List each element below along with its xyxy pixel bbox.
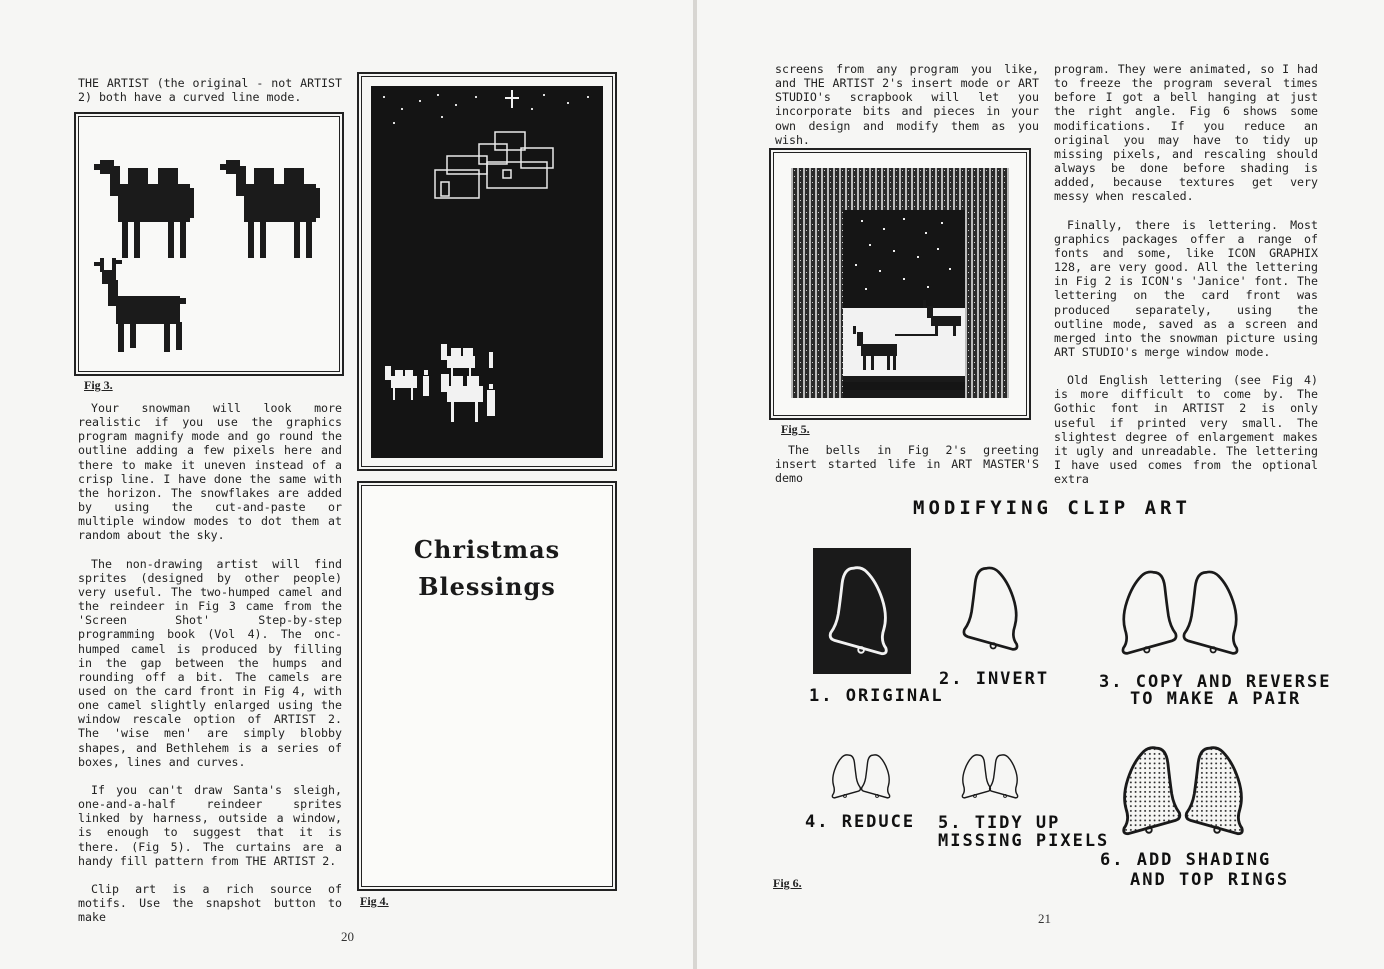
left-body-text	[78, 401, 342, 938]
bell-original-icon	[825, 562, 901, 658]
right-page	[697, 0, 1384, 969]
paragraph: Clip art is a rich source of motifs. Use the snapshot button to make	[78, 881, 342, 925]
fig5-caption: Fig 5.	[781, 422, 810, 436]
paragraph: If you can't draw Santa's sleigh, one-and-a-half reindeer sprites linked by harness, outside a window, is enough to suggest that it is there. (Fig 5). The curtains are a handy fill pattern from THE ARTIST 2.	[78, 782, 342, 868]
step-6-sublabel: AND TOP RINGS	[1130, 870, 1290, 890]
bell-tidy-right-icon	[987, 752, 1025, 800]
fig4-card-back-frame	[357, 72, 617, 471]
bell-right-icon	[1179, 566, 1251, 658]
paragraph: Finally, there is lettering. Most graphics packages offer a range of fonts and some, like ICON GRAPHIX 128, are very good. All the lettering in Fig 2 is ICON's 'Janice' font. The lettering on the card front was produced separately, using the outline mode, saved as a screen and merged into the snowman picture using ART STUDIO's merge window mode.	[1054, 217, 1318, 359]
paragraph: Your snowman will look more realistic if you use the graphics program magnify mode and go round the outline adding a few pixels here and there to make it uneven instead of a crisp line. I have done the same with the horizon. The snowflakes are added by using the cut-and-paste or multiple window modes to dot them at random about the sky.	[78, 401, 342, 543]
nativity-scene-illustration	[371, 86, 603, 458]
paragraph: program. They were animated, so I had to freeze the program several times before I got a bell hanging at just the right angle. Fig 6 shows some modifications. If you reduce an original you may have to tidy up missing pixels, and rescaling should always be done before shading is added, because textures get very messy when rescaled.	[1054, 62, 1318, 204]
paragraph: screens from any program you like, and THE ARTIST 2's insert mode or ART STUDIO's scrapbook will let you incorporate bits and pieces in your own design and modify them as you wish.	[775, 62, 1039, 147]
intro-paragraph: THE ARTIST (the original - not ARTIST 2) both have a curved line mode.	[78, 76, 342, 105]
card-line-blessings: Blessings	[418, 572, 556, 601]
bell-reduced-right-icon	[859, 752, 897, 800]
step-3-label: 3. COPY AND REVERSE	[1099, 672, 1332, 692]
camels-reindeer-illustration	[90, 130, 330, 360]
right-col2-text	[1054, 62, 1318, 500]
step-6-label: 6. ADD SHADING	[1100, 850, 1272, 870]
page-number-right: 21	[1038, 911, 1051, 926]
card-greeting	[359, 531, 615, 605]
left-curtain	[791, 168, 843, 398]
bell-inverted-icon	[959, 562, 1031, 654]
right-curtain	[965, 168, 1009, 398]
bell-reduced-left-icon	[825, 752, 863, 800]
camel-icon	[220, 160, 320, 258]
paragraph: The non-drawing artist will find sprites (designed by other people) very useful. The two-humped camel and the reindeer in Fig 3 came from the 'Screen Shot' Step-by-step programming book (Vol 4). The onc-humped camel is produced by filling in the gap between the humps and rounding off a bit. The camels are used on the card front in Fig 4, with one camel slightly enlarged using the window rescale option of ARTIST 2. The 'wise men' are simply blobby shapes, and Bethlehem is a series of boxes, lines and curves.	[78, 556, 342, 769]
window-sleigh-illustration	[791, 168, 1009, 398]
fig6-caption: Fig 6.	[773, 876, 802, 890]
fig5-frame	[769, 148, 1031, 420]
step-5-sublabel: MISSING PIXELS	[938, 831, 1110, 851]
page-number-left: 20	[341, 929, 354, 944]
reindeer-icon	[94, 258, 186, 352]
fig3-caption: Fig 3.	[84, 378, 113, 392]
card-line-christmas: Christmas	[413, 535, 561, 564]
bell-inverted-box	[813, 548, 911, 674]
paragraph: Old English lettering (see Fig 4) is more difficult to come by. The Gothic font in ARTIST 2 is only useful if printed very small. The slightest degree of enlargement makes it ugly and unreadable. The lettering I have used comes from the optional extra	[1054, 373, 1318, 487]
step-2-label: 2. INVERT	[939, 669, 1050, 689]
step-5-label: 5. TIDY UP	[938, 813, 1061, 833]
bell-shaded-left-icon	[1109, 740, 1185, 840]
fig4-card-front-frame	[357, 481, 617, 891]
bell-shaded-right-icon	[1181, 740, 1257, 840]
right-col1-text	[775, 62, 1039, 161]
step-4-label: 4. REDUCE	[805, 812, 916, 832]
paragraph: The bells in Fig 2's greeting insert started life in ART MASTER'S demo	[775, 443, 1039, 486]
step-3-sublabel: TO MAKE A PAIR	[1130, 689, 1302, 709]
fig3-frame	[74, 112, 344, 376]
step-1-label: 1. ORIGINAL	[809, 686, 944, 706]
fig4-caption: Fig 4.	[360, 894, 389, 908]
bell-left-icon	[1109, 566, 1181, 658]
right-col1-after	[775, 443, 1039, 499]
clipart-title: MODIFYING CLIP ART	[913, 497, 1191, 519]
two-humped-camel-icon	[94, 160, 194, 258]
